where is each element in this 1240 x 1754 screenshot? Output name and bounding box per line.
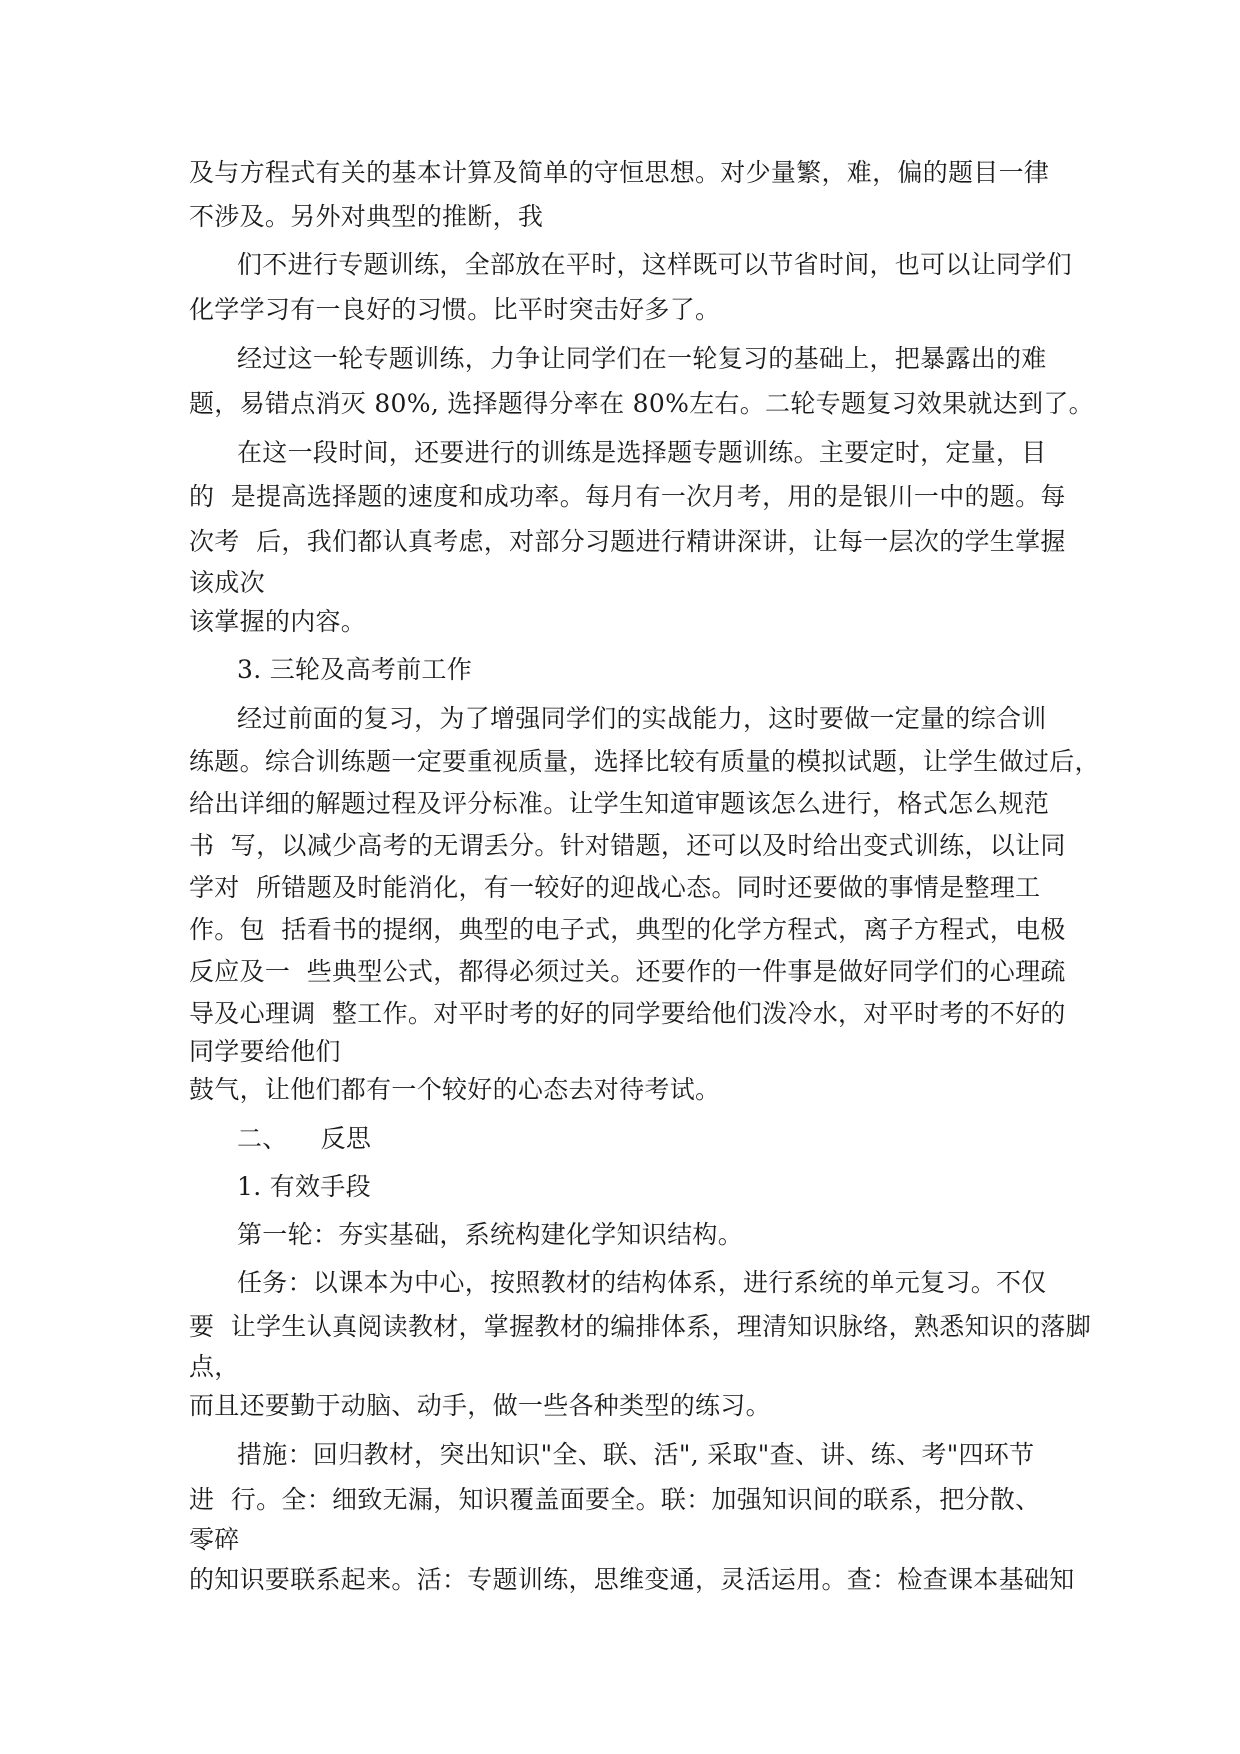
text-line: 化学学习有一良好的习惯。比平时突击好多了。 [189, 295, 721, 324]
text-line: 而且还要勤于动脑、动手，做一些各种类型的练习。 [189, 1391, 771, 1420]
text-line: 该成次 [189, 568, 265, 597]
text-line: 导及心理调 整工作。对平时考的好的同学要给他们泼冷水，对平时考的不好的 [189, 999, 1066, 1028]
section-heading: 二、 反思 [237, 1124, 372, 1153]
text-line: 的知识要联系起来。活：专题训练，思维变通，灵活运用。查：检查课本基础知 [189, 1565, 1075, 1594]
section-heading: 3. 三轮及高考前工作 [237, 655, 473, 684]
text-line: 措施：回归教材，突出知识"全、联、活", 采取"查、讲、练、考"四环节 [237, 1440, 1035, 1469]
text-line: 学对 所错题及时能消化，有一较好的迎战心态。同时还要做的事情是整理工 [189, 873, 1041, 902]
text-line: 点， [189, 1352, 240, 1381]
text-line: 经过前面的复习，为了增强同学们的实战能力，这时要做一定量的综合训 [237, 704, 1047, 733]
text-line: 任务：以课本为中心，按照教材的结构体系，进行系统的单元复习。不仅 [237, 1268, 1047, 1297]
text-line: 进 行。全：细致无漏，知识覆盖面要全。联：加强知识间的联系，把分散、 [189, 1485, 1041, 1514]
text-line: 书 写，以减少高考的无谓丢分。针对错题，还可以及时给出变式训练，以让同 [189, 831, 1066, 860]
text-line: 练题。综合训练题一定要重视质量，选择比较有质量的模拟试题，让学生做过后， [189, 747, 1100, 776]
text-line: 及与方程式有关的基本计算及简单的守恒思想。对少量繁，难，偏的题目一律 [189, 158, 1050, 187]
text-line: 要 让学生认真阅读教材，掌握教材的编排体系，理清知识脉络，熟悉知识的落脚 [189, 1312, 1091, 1341]
text-line: 给出详细的解题过程及评分标准。让学生知道审题该怎么进行，格式怎么规范 [189, 789, 1050, 818]
text-line: 不涉及。另外对典型的推断，我 [189, 202, 544, 231]
text-line: 反应及一 些典型公式，都得必须过关。还要作的一件事是做好同学们的心理疏 [189, 957, 1066, 986]
text-line: 经过这一轮专题训练，力争让同学们在一轮复习的基础上，把暴露出的难 [237, 344, 1047, 373]
text-line: 的 是提高选择题的速度和成功率。每月有一次月考，用的是银川一中的题。每 [189, 482, 1066, 511]
text-line: 作。包 括看书的提纲，典型的电子式，典型的化学方程式，离子方程式，电极 [189, 915, 1066, 944]
text-line: 次考 后，我们都认真考虑，对部分习题进行精讲深讲，让每一层次的学生掌握 [189, 527, 1066, 556]
text-line: 该掌握的内容。 [189, 607, 367, 636]
text-line: 第一轮：夯实基础，系统构建化学知识结构。 [237, 1220, 744, 1249]
text-line: 鼓气，让他们都有一个较好的心态去对待考试。 [189, 1075, 721, 1104]
subsection-heading: 1. 有效手段 [237, 1172, 371, 1201]
text-line: 在这一段时间，还要进行的训练是选择题专题训练。主要定时，定量，目 [237, 438, 1047, 467]
text-line: 题，易错点消灭 80%, 选择题得分率在 80%左右。二轮专题复习效果就达到了。 [189, 389, 1094, 418]
text-line: 同学要给他们 [189, 1037, 341, 1066]
text-line: 零碎 [189, 1525, 240, 1554]
text-line: 们不进行专题训练，全部放在平时，这样既可以节省时间，也可以让同学们 [237, 250, 1072, 279]
